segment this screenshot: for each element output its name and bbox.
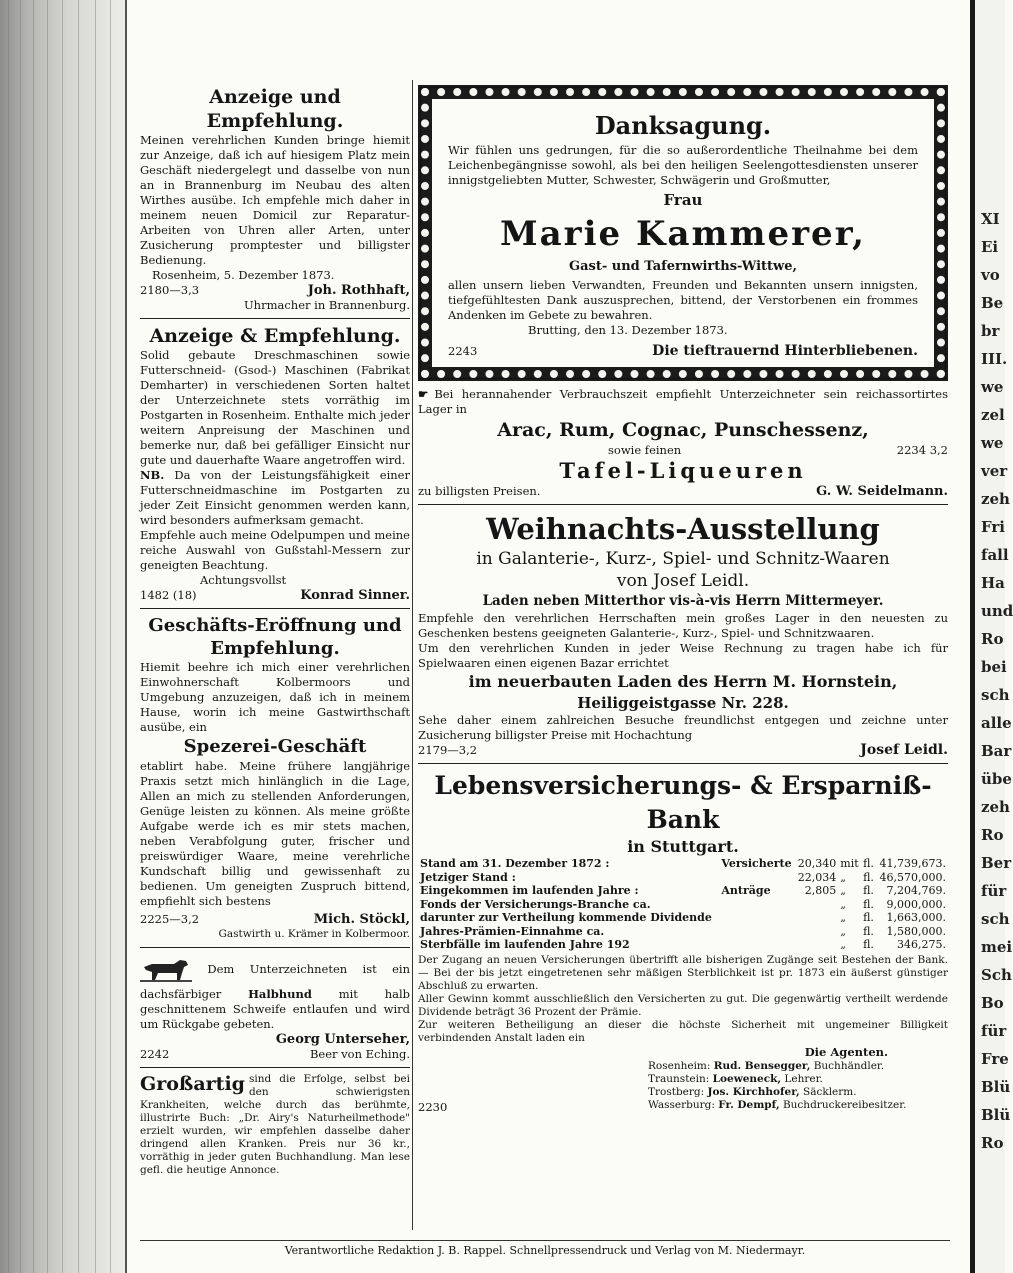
- ad-rothhaft: [140, 85, 410, 313]
- prices-text: zu billigsten Preisen.: [418, 484, 541, 498]
- stat-cur: fl.: [863, 884, 874, 897]
- stat-kind: [719, 898, 795, 912]
- agent-role: Lehrer.: [784, 1072, 823, 1085]
- table-row: [418, 925, 948, 939]
- fragment-text: und: [981, 602, 1013, 620]
- fragment-text: Ro: [981, 826, 1004, 844]
- signer: Georg Unterseher,: [275, 1032, 410, 1047]
- product-list: Arac, Rum, Cognac, Punschessenz,: [497, 419, 869, 441]
- separator: [418, 504, 948, 505]
- fragment-text: we: [981, 378, 1004, 396]
- signer: Josef Leidl.: [860, 742, 948, 758]
- separator: [140, 318, 410, 319]
- signer-role: Gastwirth u. Krämer in Kolbermoor.: [218, 928, 410, 940]
- agent-place: Wasserburg:: [648, 1098, 715, 1111]
- nb-text: Da von der Leistungsfähigkeit einer Futterschneidmaschine im Postgarten zu jeder Zeit Einsicht genommen werden kann, wird besonders aufmerksam gemacht.: [140, 468, 410, 527]
- ad-body: Hiemit beehre ich mich einer verehrlichen Einwohnerschaft Kolbermoors und Umgebung anzuzeigen, daß ich in meinem Hause, worin ich meine Gastwirthschaft ausübe, ein: [140, 660, 410, 734]
- ad-text: sind die Erfolge, selbst bei den schwierigsten Krankheiten, welche durch das berühmte, illustrirte Buch: „Dr. Airy's Naturheilmethode" erzielt wurden, wir empfehlen dasselbe daher dringend allen Kranken. Preis nur 36 kr., vorräthig in jeder guten Buchhandlung. Man lese gefl. die heutige Annonce.: [140, 1073, 410, 1176]
- separator: [140, 608, 410, 609]
- page-footer: Verantwortliche Redaktion J. B. Rappel. Schnellpressendruck und Verlag von M. Niedermayr.: [140, 1240, 950, 1257]
- list-item: [648, 1073, 948, 1086]
- ad-body-cont: etablirt habe. Meine frühere langjährige Praxis setzt mich hinlänglich in die Lage, Allen an mich zu stellenden Anforderungen, Genüge leisten zu können. Als meine größte Aufgabe werde ich es mir stets machen, neben Verabfolgung guter, frischer und preiswürdiger Waare, meine verehrliche Kundschaft billig und gewissenhaft zu bedienen. Um geneigten Zuspruch bittend, empfiehlt sich bestens: [140, 759, 410, 908]
- ad-bold: Halbhund: [248, 987, 312, 1001]
- signer: Joh. Rothhaft,: [307, 283, 410, 298]
- list-item: [648, 1060, 948, 1073]
- signer: Mich. Stöckl,: [313, 912, 410, 927]
- agents-title: Die Agenten.: [804, 1044, 888, 1059]
- ad-sinner: [140, 324, 410, 603]
- agent-place: Trostberg:: [648, 1085, 705, 1098]
- stat-cur: fl.: [863, 897, 874, 911]
- fragment-text: Fre: [981, 1050, 1009, 1068]
- ad-body-2: Um den verehrlichen Kunden in jeder Weise Rechnung zu tragen habe ich für Spielwaaren einen eigenen Bazar errichtet: [418, 641, 948, 670]
- bank-statistics-table: [418, 857, 948, 952]
- bank-note-1: Der Zugang an neuen Versicherungen übertrifft alle bisherigen Zugänge seit Bestehen der Bank. — Bei der bis jetzt eingetretenen sehr mäßigen Sterblichkeit ist pr. 1873 ein äußerst günstiger Abschluß zu erwarten.: [418, 953, 948, 992]
- fragment-text: Ro: [981, 1134, 1004, 1152]
- agent-name: Jos. Kirchhofer,: [707, 1085, 800, 1098]
- ad-unterseher: [140, 953, 410, 1062]
- ad-intro: Bei herannahender Verbrauchszeit empfiehlt Unterzeichneter sein reichassortirtes Lager in: [418, 387, 948, 416]
- signer: Konrad Sinner.: [300, 588, 410, 603]
- fragment-text: bei: [981, 658, 1007, 676]
- ad-body: Solid gebaute Dreschmaschinen sowie Futterschneid- (Gsod-) Maschinen (Fabrikat Demharter) in verschiedenen Sorten haltet der Unterzeichnete stets vorräthig im Postgarten in Rosenheim. Enthalte mich jeder weitern Anpreisung der Maschinen und bemerke nur, daß bei gefälliger Einsicht nur gute und dauerhafte Waare angetroffen wird.: [140, 348, 410, 467]
- table-row: [418, 938, 948, 952]
- separator: [418, 763, 948, 764]
- bazar-location: im neuerbauten Laden des Herrn M. Hornstein,: [468, 672, 898, 691]
- dog-illustration: [140, 953, 192, 987]
- ad-title: Danksagung.: [594, 111, 772, 140]
- agent-place: Traunstein:: [648, 1072, 710, 1085]
- agent-role: Buchdruckereibesitzer.: [782, 1098, 907, 1111]
- fragment-text: Bo: [981, 994, 1004, 1012]
- stat-label: Jahres-Prämien-Einnahme ca.: [420, 924, 605, 938]
- deceased-role: Gast- und Tafernwirths-Wittwe,: [568, 259, 798, 274]
- fragment-text: ver: [981, 462, 1008, 480]
- table-row: [418, 898, 948, 912]
- ad-reference: 2234 3,2: [896, 443, 948, 457]
- stat-kind: Anträge: [721, 884, 771, 897]
- stat-amount: 1,663,000.: [886, 911, 946, 924]
- ad-closing: Empfehle auch meine Odelpumpen und meine reiche Auswahl von Gußstahl-Messern zur geneigten Beachtung.: [140, 528, 410, 572]
- agent-name: Loeweneck,: [712, 1072, 782, 1085]
- stat-count: 20,340: [797, 857, 837, 870]
- fragment-text: sch: [981, 910, 1010, 928]
- ad-naturheilmethode: [140, 1073, 410, 1177]
- bank-note-2: Aller Gewinn kommt ausschließlich den Versicherten zu gut. Die gegenwärtig vertheilt werdende Dividende beträgt 36 Prozent der Prämie.: [418, 992, 948, 1018]
- signer-role: Uhrmacher in Brannenburg.: [243, 298, 410, 312]
- stat-kind: [719, 911, 795, 925]
- stat-kind: Versicherte: [721, 857, 792, 870]
- stat-amount: 1,580,000.: [886, 924, 946, 938]
- fragment-text: Be: [981, 294, 1004, 312]
- stat-label: Stand am 31. Dezember 1872 :: [420, 857, 610, 870]
- fragment-text: we: [981, 434, 1004, 452]
- ad-subtitle: Spezerei-Geschäft: [183, 736, 367, 757]
- left-column: [140, 85, 410, 1177]
- stat-count: [795, 925, 838, 939]
- stat-amount: 346,275.: [897, 938, 946, 951]
- ad-reference: 1482 (18): [140, 588, 197, 602]
- agent-name: Rud. Bensegger,: [713, 1059, 811, 1072]
- stat-label: Eingekommen im laufenden Jahre :: [420, 884, 639, 897]
- ad-body: Empfehle den verehrlichen Herrschaften mein großes Lager in den neuesten zu Geschenken bestens geeigneten Galanterie-, Kurz-, Spiel- und Schnitzwaaren.: [418, 611, 948, 640]
- fragment-text: für: [981, 882, 1007, 900]
- stat-count: [795, 911, 838, 925]
- ad-location: Laden neben Mitterthor vis-à-vis Herrn Mittermeyer.: [482, 593, 884, 609]
- ad-text: Dem Unterzeichneten ist ein dachsfärbiger: [140, 962, 411, 1001]
- ad-weihnachts-ausstellung: [418, 510, 948, 758]
- ad-title: Anzeige & Empfehlung.: [149, 325, 401, 347]
- table-row: [418, 911, 948, 925]
- fragment-text: Ha: [981, 574, 1005, 592]
- agent-name: Fr. Dempf,: [718, 1098, 780, 1111]
- stat-cur: fl.: [863, 870, 874, 884]
- ad-reference: 2179—3,2: [418, 743, 478, 757]
- stat-label: Sterbfälle im laufenden Jahre 192: [420, 938, 630, 951]
- stat-amount: 7,204,769.: [886, 884, 946, 897]
- deceased-name: Marie Kammerer,: [500, 214, 866, 254]
- fragment-text: br: [981, 322, 1000, 340]
- bank-note-3: Zur weiteren Betheiligung an dieser die höchste Sicherheit mit ungemeiner Billigkeit verbindenden Anstalt laden ein: [418, 1018, 948, 1044]
- fragment-text: Blü: [981, 1078, 1011, 1096]
- stat-amount: 41,739,673.: [879, 857, 946, 870]
- stat-mit: „: [840, 911, 846, 924]
- signer: G. W. Seidelmann.: [816, 484, 948, 499]
- stat-count: [795, 898, 838, 912]
- bazar-address: Heiliggeistgasse Nr. 228.: [577, 694, 789, 712]
- stat-label: darunter zur Vertheilung kommende Dividende: [420, 911, 712, 924]
- signer-role: Beer von Eching.: [309, 1047, 410, 1061]
- ad-reference: 2225—3,2: [140, 912, 200, 926]
- ad-title: Geschäfts-Eröffnung und Empfehlung.: [148, 615, 402, 659]
- ad-seidelmann: [418, 387, 948, 499]
- agent-role: Buchhändler.: [813, 1059, 885, 1072]
- stat-cur: fl.: [863, 911, 874, 924]
- stat-count: 2,805: [804, 884, 837, 897]
- stat-kind: [719, 871, 795, 885]
- book-spine: [0, 0, 125, 1273]
- place-date: Rosenheim, 5. Dezember 1873.: [152, 268, 335, 282]
- stat-count: [795, 938, 838, 952]
- ad-reference: 2180—3,3: [140, 283, 200, 297]
- fragment-text: sch: [981, 686, 1010, 704]
- stat-mit: „: [840, 938, 846, 951]
- fragment-text: zeh: [981, 798, 1010, 816]
- stat-label: Jetziger Stand :: [420, 870, 516, 884]
- fragment-text: Fri: [981, 518, 1005, 536]
- ad-subtitle: in Galanterie-, Kurz-, Spiel- und Schnitz-Waaren: [476, 549, 890, 569]
- stat-mit: „: [840, 884, 846, 897]
- fragment-text: fall: [981, 546, 1009, 564]
- ad-text-cont: mit halb geschnittenem Schweife entlaufen und wird um Rückgabe gebeten.: [140, 987, 410, 1031]
- fragment-text: III.: [981, 350, 1008, 368]
- ad-body: Meinen verehrlichen Kunden bringe hiemit zur Anzeige, daß ich auf hiesigem Platz mein Geschäft niedergelegt und dasselbe von nun an in Brannenburg im Neubau des alten Wirthes ausübe. Ich empfehle mich daher in meinem neuen Domicil zur Reparatur-Arbeiten von Uhren aller Arten, unter Zusicherung promptester und billigster Bedienung.: [140, 133, 410, 267]
- fragment-text: für: [981, 1022, 1007, 1040]
- fragment-text: zel: [981, 406, 1005, 424]
- sowie-text: sowie feinen: [608, 443, 682, 457]
- ad-reference: 2242: [140, 1047, 170, 1061]
- agent-role: Säcklerm.: [803, 1085, 857, 1098]
- ad-from: von Josef Leidl.: [616, 571, 750, 591]
- list-item: [648, 1086, 948, 1099]
- stat-cur: fl.: [863, 857, 874, 870]
- stat-label: Fonds der Versicherungs-Branche ca.: [420, 897, 651, 911]
- stat-amount: 9,000,000.: [886, 897, 946, 911]
- signer: Die tieftrauernd Hinterbliebenen.: [652, 343, 918, 359]
- ad-reference: 2243: [448, 344, 478, 358]
- stat-mit: mit: [840, 857, 859, 870]
- fragment-text: alle: [981, 714, 1012, 732]
- stat-kind: [719, 925, 795, 939]
- fragment-text: übe: [981, 770, 1012, 788]
- stat-amount: 46,570,000.: [879, 870, 946, 884]
- bank-city: in Stuttgart.: [627, 837, 739, 856]
- table-row: [418, 884, 948, 898]
- fragment-text: Sch: [981, 966, 1012, 984]
- stat-mit: „: [840, 870, 846, 884]
- ad-title: Weihnachts-Ausstellung: [486, 512, 880, 546]
- ad-stoeckl: [140, 614, 410, 942]
- table-row: [418, 871, 948, 885]
- fragment-text: vo: [981, 266, 1000, 284]
- stat-mit: „: [840, 924, 846, 938]
- fragment-text: XI: [981, 210, 1000, 228]
- stat-count: 22,034: [797, 870, 837, 884]
- stat-kind: [719, 938, 795, 952]
- list-item: [648, 1099, 948, 1112]
- frau-label: Frau: [663, 191, 703, 209]
- ad-body-3: Sehe daher einem zahlreichen Besuche freundlichst entgegen und zeichne unter Zusicherung billigster Preise mit Hochachtung: [418, 713, 948, 742]
- stat-cur: fl.: [863, 924, 874, 938]
- fragment-text: mei: [981, 938, 1013, 956]
- place-date: Brutting, den 13. Dezember 1873.: [528, 323, 728, 337]
- stat-cur: fl.: [863, 938, 874, 951]
- right-column: [418, 85, 948, 1115]
- fragment-text: Ro: [981, 630, 1004, 648]
- separator: [140, 1067, 410, 1068]
- regards: Achtungsvollst: [200, 573, 287, 587]
- fragment-text: zeh: [981, 490, 1010, 508]
- separator: [140, 947, 410, 948]
- fragment-text: Blü: [981, 1106, 1011, 1124]
- ad-title: Anzeige und Empfehlung.: [206, 86, 344, 132]
- ad-title: Lebensversicherungs- & Ersparniß-Bank: [434, 771, 932, 834]
- ad-lebensversicherung: [418, 769, 948, 1115]
- product-title: Tafel-Liqueuren: [559, 458, 807, 483]
- fragment-text: Ber: [981, 854, 1012, 872]
- stat-mit: „: [840, 897, 846, 911]
- column-divider: [412, 80, 413, 1230]
- danksagung-frame: [418, 85, 948, 381]
- adjacent-page-edge: [970, 0, 1013, 1273]
- ad-intro: Wir fühlen uns gedrungen, für die so außerordentliche Theilnahme bei dem Leichenbegängnisse sowohl, als bei den heiligen Seelengottesdiensten unserer innigstgeliebten Mutter, Schwester, Schwägerin und Großmutter,: [448, 143, 918, 187]
- agent-place: Rosenheim:: [648, 1059, 711, 1072]
- fragment-text: Bar: [981, 742, 1012, 760]
- ad-reference: 2230: [418, 1099, 448, 1114]
- ad-headline: Großartig: [140, 1073, 245, 1095]
- pointing-hand-icon: ☛: [418, 387, 429, 401]
- ad-body: allen unsern lieben Verwandten, Freunden und Bekannten unsern innigsten, tiefgefühltesten Dank auszusprechen, bittend, der Verstorbenen ein frommes Andenken im Gebete zu bewahren.: [448, 278, 918, 322]
- table-row: [418, 857, 948, 871]
- fragment-text: Ei: [981, 238, 999, 256]
- nb-label: NB.: [140, 468, 165, 482]
